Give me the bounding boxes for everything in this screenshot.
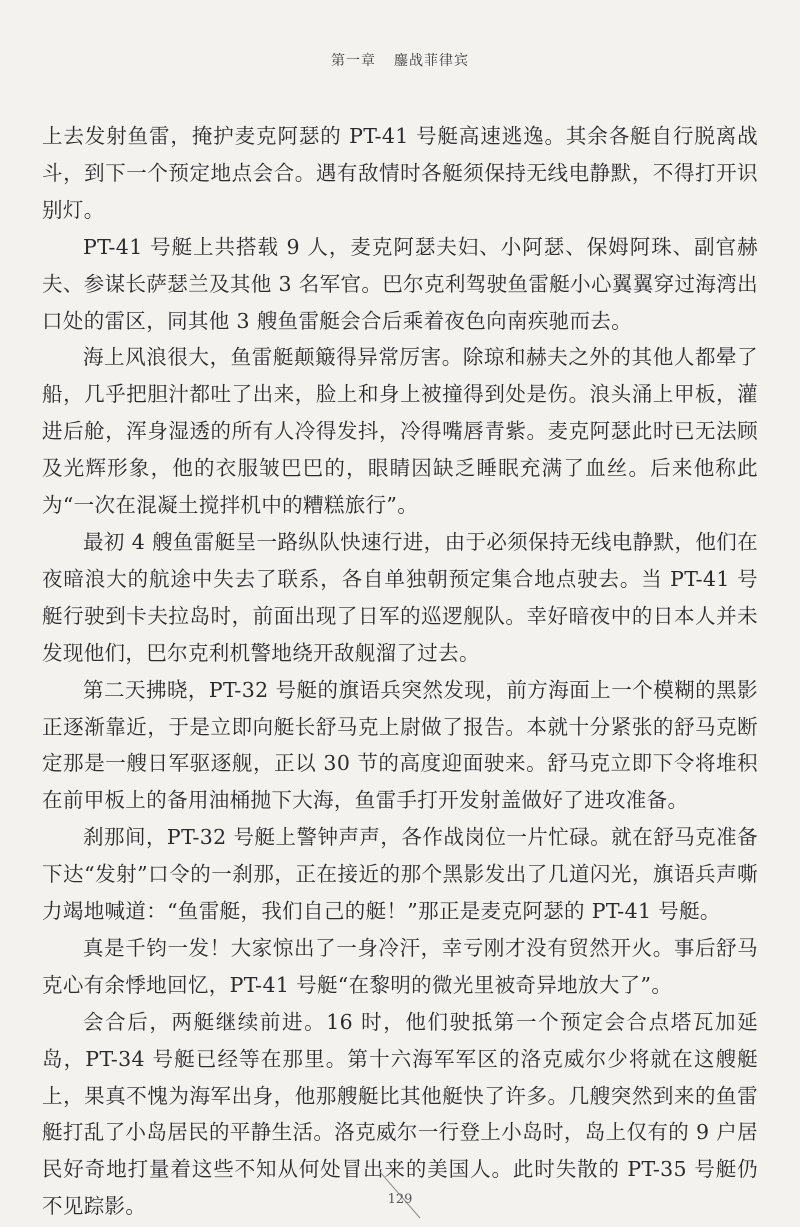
body-text — [42, 118, 758, 1225]
paragraph-1: 上去发射鱼雷，掩护麦克阿瑟的 PT-41 号艇高速逃逸。其余各艇自行脱离战斗，到下一个预定地点会合。遇有敌情时各艇须保持无线电静默，不得打开识别灯。 — [42, 124, 758, 222]
running-header — [0, 50, 800, 70]
paragraph-4: 最初 4 艘鱼雷艇呈一路纵队快速行进，由于必须保持无线电静默，他们在夜暗浪大的航途中失去了联系，各自单独朝预定集合地点驶去。当 PT-41 号艇行驶到卡夫拉岛时，前面出现了日军的巡逻舰队。幸好暗夜中的日本人并未发现他们，巴尔克利机警地绕开敌舰溜了过去。 — [42, 529, 758, 665]
paragraph-5: 第二天拂晓，PT-32 号艇的旗语兵突然发现，前方海面上一个模糊的黑影正逐渐靠近，于是立即向艇长舒马克上尉做了报告。本就十分紧张的舒马克断定那是一艘日军驱逐舰，正以 30 节的高度迎面驶来。舒马克立即下令将堆积在前甲板上的备用油桶抛下大海，鱼雷手打开发射盖做好了进攻准备。 — [42, 677, 758, 813]
paragraph-6: 刹那间，PT-32 号艇上警钟声声，各作战岗位一片忙碌。就在舒马克准备下达“发射”口令的一刹那，正在接近的那个黑影发出了几道闪光，旗语兵声嘶力竭地喊道：“鱼雷艇，我们自己的艇！”那正是麦克阿瑟的 PT-41 号艇。 — [42, 825, 758, 924]
paragraph-8: 会合后，两艇继续前进。16 时，他们驶抵第一个预定会合点塔瓦加延岛，PT-34 号艇已经等在那里。第十六海军军区的洛克威尔少将就在这艘艇上，果真不愧为海军出身，他那艘艇比其他艇快了许多。几艘突然到来的鱼雷艇打乱了小岛居民的平静生活。洛克威尔一行登上小岛时，岛上仅有的 9 户居民好奇地打量着这些不知从何处冒出来的美国人。此时失散的 PT-35 号艇仍不见踪影。 — [42, 1009, 758, 1219]
chapter-title: 鏖战菲律宾 — [394, 53, 469, 69]
paragraph-2: PT-41 号艇上共搭载 9 人，麦克阿瑟夫妇、小阿瑟、保姆阿珠、副官赫夫、参谋长萨瑟兰及其他 3 名军官。巴尔克利驾驶鱼雷艇小心翼翼穿过海湾出口处的雷区，同其他 3 艘鱼雷艇会合后乘着夜色向南疾驰而去。 — [42, 234, 758, 333]
paragraph-7: 真是千钧一发！大家惊出了一身冷汗，幸亏刚才没有贸然开火。事后舒马克心有余悸地回忆，PT-41 号艇“在黎明的微光里被奇异地放大了”。 — [42, 935, 758, 997]
chapter-label: 第一章 — [331, 53, 376, 69]
page-number: 129 — [387, 1192, 413, 1207]
paragraph-3: 海上风浪很大，鱼雷艇颠簸得异常厉害。除琼和赫夫之外的其他人都晕了船，几乎把胆汁都吐了出来，脸上和身上被撞得到处是伤。浪头涌上甲板，灌进后舱，浑身湿透的所有人冷得发抖，冷得嘴唇青紫。麦克阿瑟此时已无法顾及光辉形象，他的衣服皱巴巴的，眼睛因缺乏睡眠充满了血丝。后来他称此为“一次在混凝土搅拌机中的糟糕旅行”。 — [42, 345, 758, 518]
